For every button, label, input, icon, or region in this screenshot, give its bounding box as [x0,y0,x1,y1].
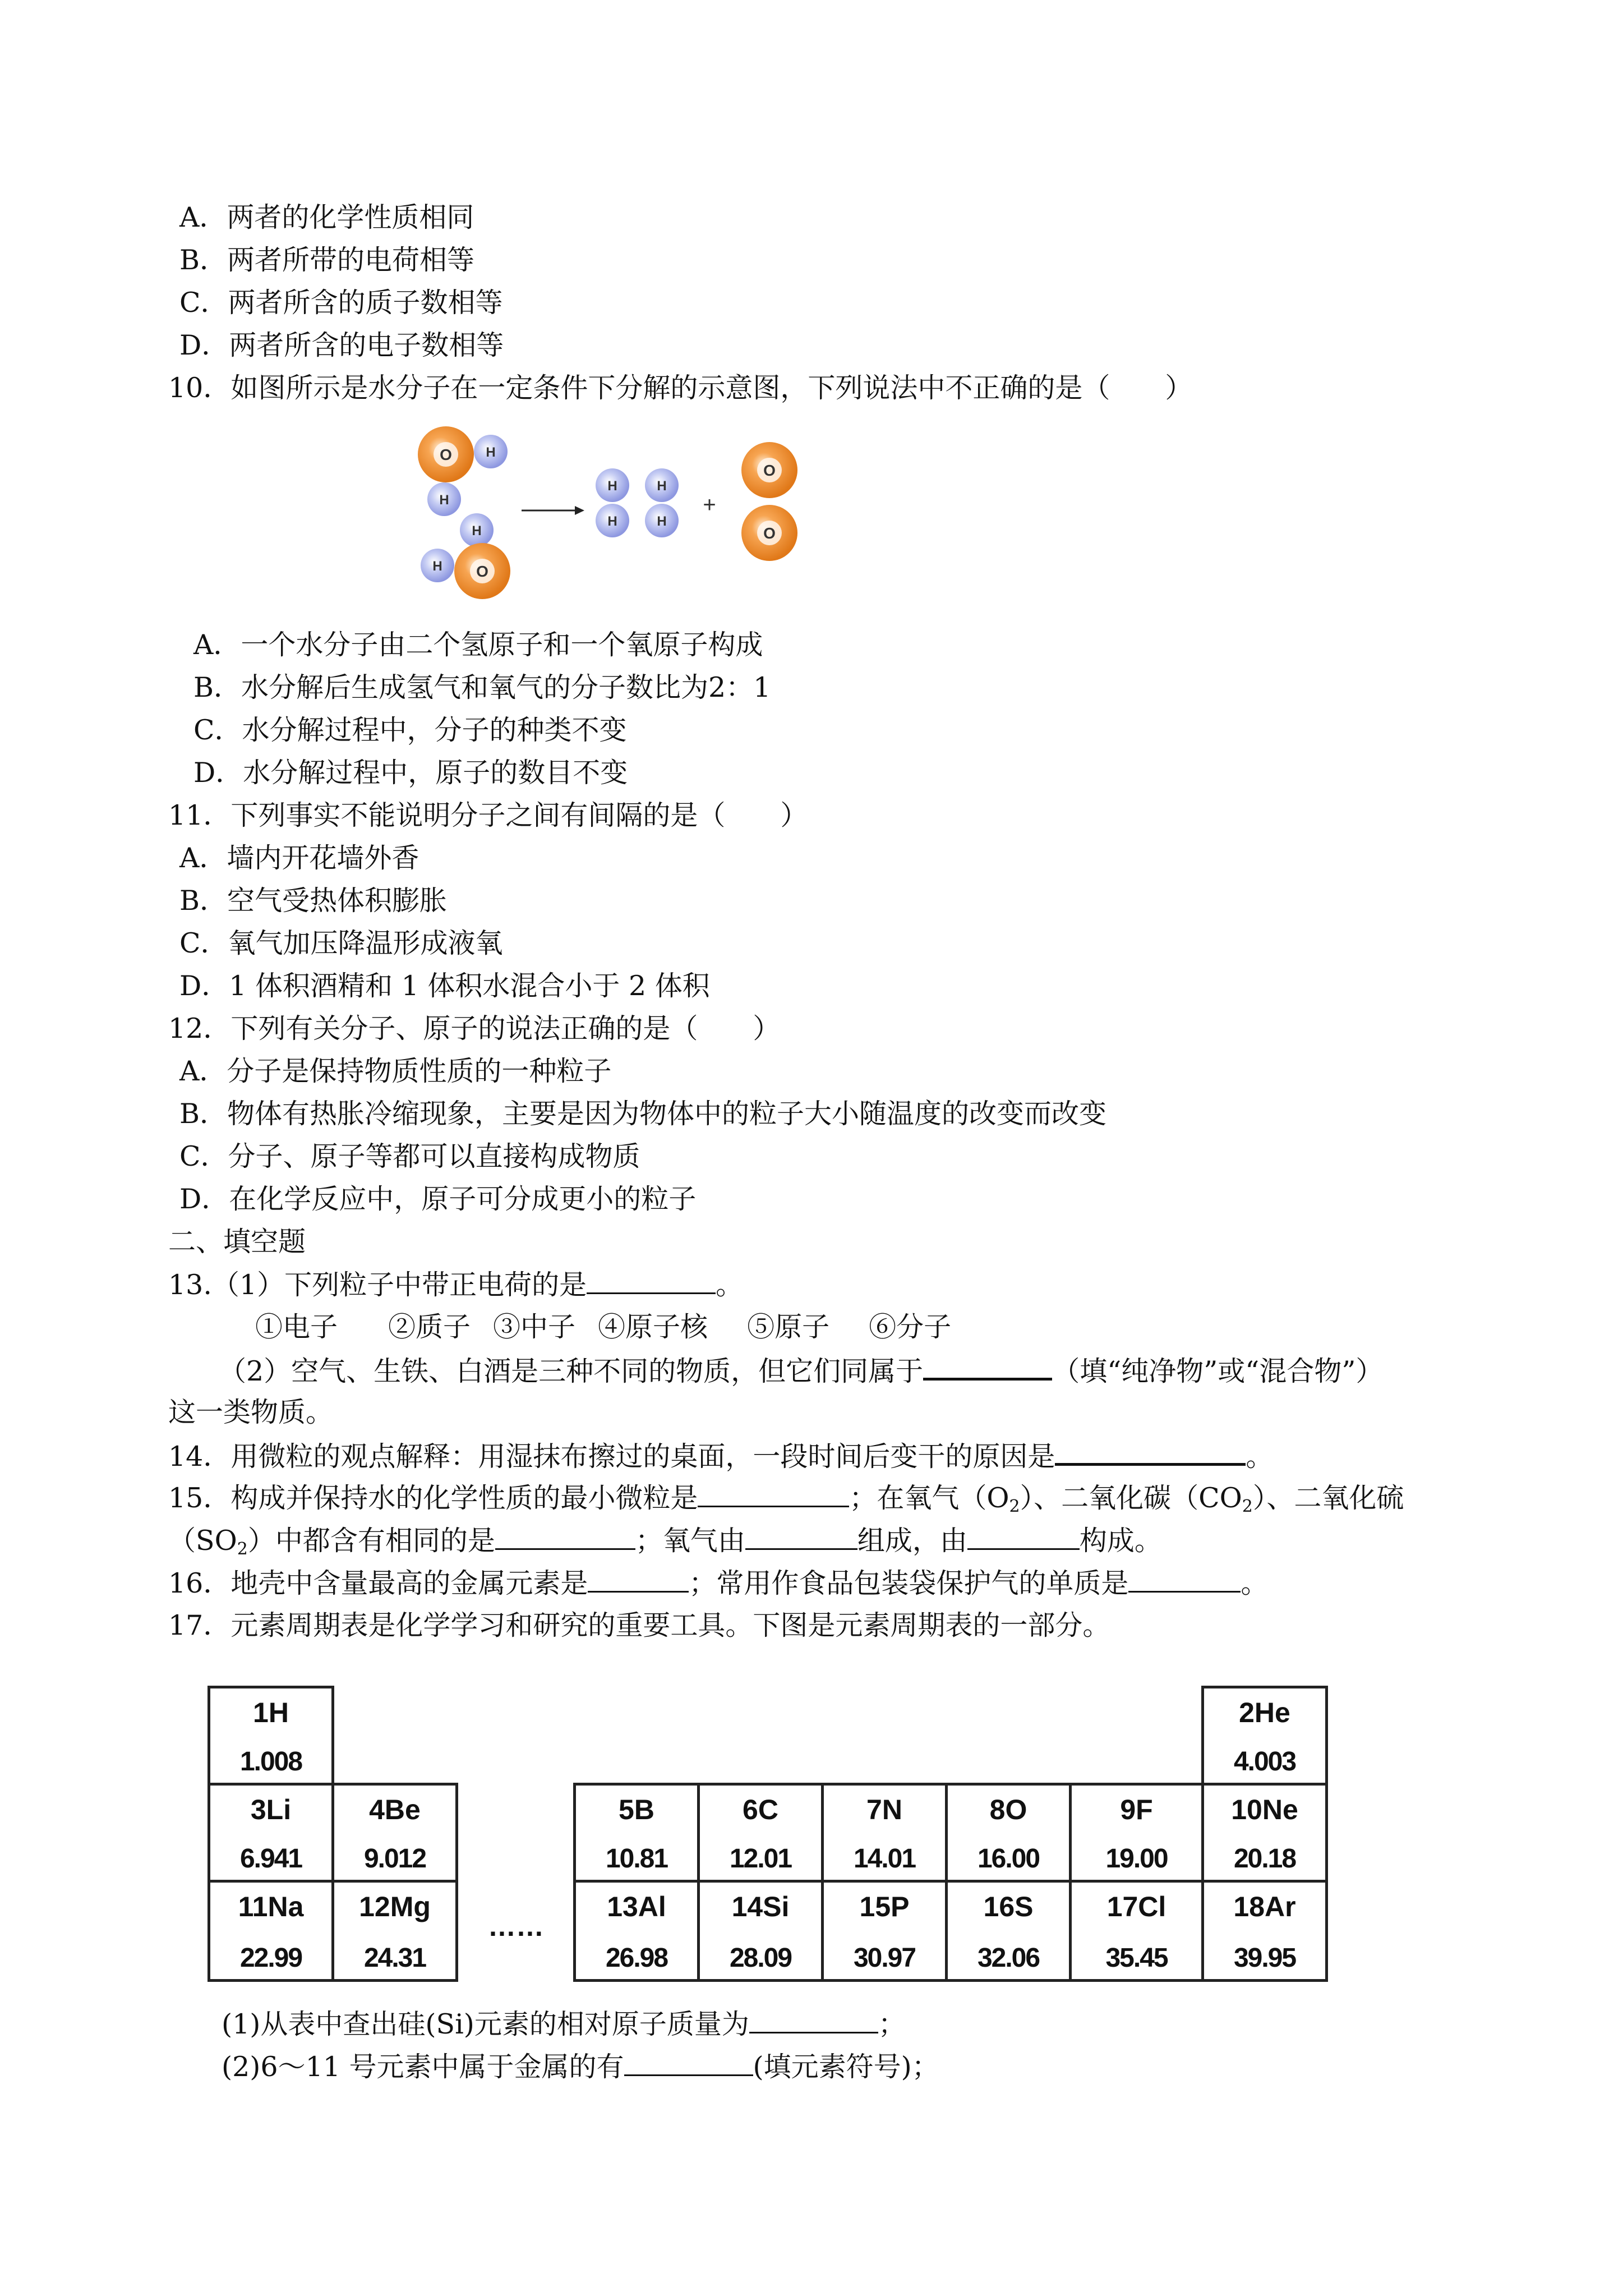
water-molecule-2 [421,513,510,599]
oxygen-molecule [741,442,797,561]
element-mass: 24.31 [363,1943,426,1973]
element-symbol: 6C [743,1794,778,1825]
atom-o-label: O [763,524,776,542]
atom-h-label: H [607,514,617,529]
element-mass: 19.00 [1105,1844,1168,1874]
element-symbol: 4Be [369,1794,421,1825]
element-mass: 4.003 [1233,1747,1296,1777]
element-symbol: 11Na [238,1891,304,1922]
q15-line1: 15．构成并保持水的化学性质的最小微粒是 ；在氧气$(O_2)$、二氧化碳$(CO_2)$、二氧化硫 [168,1482,1404,1516]
q12-option-a: A．分子是保持物质性质的一种粒子 [179,1055,612,1087]
q13-part2-cont: 这一类物质。 [168,1396,334,1428]
q11-option-a: A．墙内开花墙外香 [179,842,419,874]
element-mass: 32.06 [977,1943,1040,1973]
element-cell [1069,1880,1204,1982]
plus-sign: + [703,493,716,517]
atom-o-label: O [476,563,488,580]
element-symbol: 3Li [250,1794,292,1825]
element-mass: 39.95 [1233,1943,1296,1973]
q15-blank-2[interactable] [495,1524,635,1550]
atom-h-label: H [657,514,667,529]
atom-o-label: O [763,462,776,479]
element-mass: 35.45 [1105,1943,1168,1973]
water-molecule-1 [418,426,508,516]
q11-stem: 11．下列事实不能说明分子之间有间隔的是（ ） [168,799,808,831]
q12-option-d: D．在化学反应中，原子可分成更小的粒子 [179,1183,697,1215]
element-symbol: 15P [859,1891,910,1922]
q9-option-a: A．两者的化学性质相同 [179,201,474,233]
q12-option-c: C．分子、原子等都可以直接构成物质 [179,1140,640,1172]
q17-sub1-blank[interactable] [749,2007,878,2033]
q11-option-b: B．空气受热体积膨胀 [179,885,448,917]
q13-part1-text: 13.（1）下列粒子中带正电荷的是 [168,1269,587,1301]
element-cell [1201,1686,1328,1786]
atom-h-label: H [607,478,617,494]
element-mass: 9.012 [363,1844,426,1874]
q11-option-d: D．1 体积酒精和 1 体积水混合小于 2 体积 [179,970,710,1002]
q9-option-d: D．两者所含的电子数相等 [179,329,504,361]
q14: 14．用微粒的观点解释：用湿抹布擦过的桌面，一段时间后变干的原因是 。 [168,1438,1273,1474]
right-arrow-icon [522,506,584,515]
hydrogen-molecules [596,468,679,537]
atom-h-label: H [486,445,496,460]
element-mass: 16.00 [977,1844,1040,1874]
element-symbol: 5B [619,1794,654,1825]
element-mass: 10.81 [605,1844,668,1874]
element-cell [945,1783,1072,1883]
element-mass: 1.008 [239,1747,302,1777]
element-cell [945,1880,1072,1982]
element-symbol: 1H [253,1697,289,1728]
q17-sub2: (2)6～11 号元素中属于金属的有 (填元素符号)； [222,2051,939,2083]
q13-choice: ②质子 [388,1311,471,1343]
element-cell [1069,1783,1204,1883]
q10-option-d: D．水分解过程中，原子的数目不变 [193,757,628,789]
q13-choice: ④原子核 [598,1311,708,1343]
element-mass: 26.98 [605,1943,668,1973]
q13-part2-blank[interactable] [923,1353,1052,1381]
element-cell [697,1880,824,1982]
q15-line2: $(SO_2)$中都含有相同的是 ；氧气由 组成，由 构成。 [168,1525,1162,1559]
element-symbol: 8O [989,1794,1027,1825]
q13-part1-blank[interactable] [587,1268,716,1294]
element-mass: 28.09 [729,1943,792,1973]
element-mass: 30.97 [853,1943,916,1973]
element-cell [1201,1880,1328,1982]
water-decomposition-diagram [404,421,808,606]
atom-h-label: H [472,523,482,539]
element-symbol: 17Cl [1106,1891,1166,1922]
q16: 16．地壳中含量最高的金属元素是 ；常用作食品包装袋保护气的单质是 。 [168,1567,1269,1599]
q13-choice: ③中子 [493,1311,576,1343]
q13-choice: ⑤原子 [747,1311,830,1343]
atom-h-label: H [432,559,442,574]
element-symbol: 12Mg [359,1891,431,1922]
element-cell [573,1880,700,1982]
element-symbol: 2He [1239,1697,1290,1728]
q11-option-c: C．氧气加压降温形成液氧 [179,927,503,959]
element-symbol: 7N [866,1794,902,1825]
q9-option-c: C．两者所含的质子数相等 [179,287,503,319]
element-mass: 22.99 [239,1943,302,1973]
atom-o-label: O [440,446,452,463]
q17-sub1: (1)从表中查出硅(Si)元素的相对原子质量为 ； [222,2008,906,2040]
element-mass: 12.01 [729,1844,792,1874]
element-cell [821,1783,948,1883]
periodic-table [208,1686,1328,1982]
element-cell [697,1783,824,1883]
q10-option-a: A．一个水分子由二个氢原子和一个氧原子构成 [193,629,763,661]
q10-option-b: B．水分解后生成氢气和氧气的分子数比为2：1 [193,671,771,703]
q12-option-b: B．物体有热胀冷缩现象，主要是因为物体中的粒子大小随温度的改变而改变 [179,1098,1107,1130]
section-title-fill-in: 二、填空题 [168,1226,306,1258]
q15-blank-3[interactable] [745,1524,857,1550]
q10-option-c: C．水分解过程中，分子的种类不变 [193,714,627,746]
q12-stem: 12．下列有关分子、原子的说法正确的是（ ） [168,1013,781,1045]
q15-blank-4[interactable] [967,1524,1080,1550]
element-symbol: 13Al [607,1891,666,1922]
q13-choice: ⑥分子 [869,1311,952,1343]
element-symbol: 16S [983,1891,1034,1922]
q17-sub2-blank[interactable] [624,2050,753,2076]
q16-blank-1[interactable] [588,1566,689,1593]
element-symbol: 9F [1120,1794,1153,1825]
q9-option-b: B．两者所带的电荷相等 [179,244,475,276]
element-cell [821,1880,948,1982]
element-cell [331,1880,458,1982]
element-symbol: 14Si [731,1891,790,1922]
q13-choice: ①电子 [255,1311,338,1343]
q13-choices [255,1310,951,1344]
ellipsis: …… [488,1911,544,1942]
element-cell [208,1783,334,1883]
element-cell [208,1686,334,1786]
element-mass: 14.01 [853,1844,916,1874]
atom-h-label: H [657,478,667,494]
element-cell [1201,1783,1328,1883]
element-symbol: 18Ar [1233,1891,1296,1922]
q13-part1: 13.（1）下列粒子中带正电荷的是 。 [168,1269,744,1301]
q16-blank-2[interactable] [1128,1566,1241,1593]
q15-blank-1[interactable] [698,1481,849,1507]
q13-part2: （2）空气、生铁、白酒是三种不同的物质，但它们同属于 （填“纯净物”或“混合物”） [219,1353,1383,1388]
element-mass: 20.18 [1233,1844,1296,1874]
element-cell [331,1783,458,1883]
element-symbol: 10Ne [1231,1794,1298,1825]
element-cell [573,1783,700,1883]
element-cell [208,1880,334,1982]
q10-stem: 10．如图所示是水分子在一定条件下分解的示意图，下列说法中不正确的是（ ） [168,372,1193,404]
q14-blank[interactable] [1055,1438,1246,1466]
atom-h-label: H [439,493,449,508]
q17-stem: 17．元素周期表是化学学习和研究的重要工具。下图是元素周期表的一部分。 [168,1609,1110,1641]
element-mass: 6.941 [239,1844,302,1874]
